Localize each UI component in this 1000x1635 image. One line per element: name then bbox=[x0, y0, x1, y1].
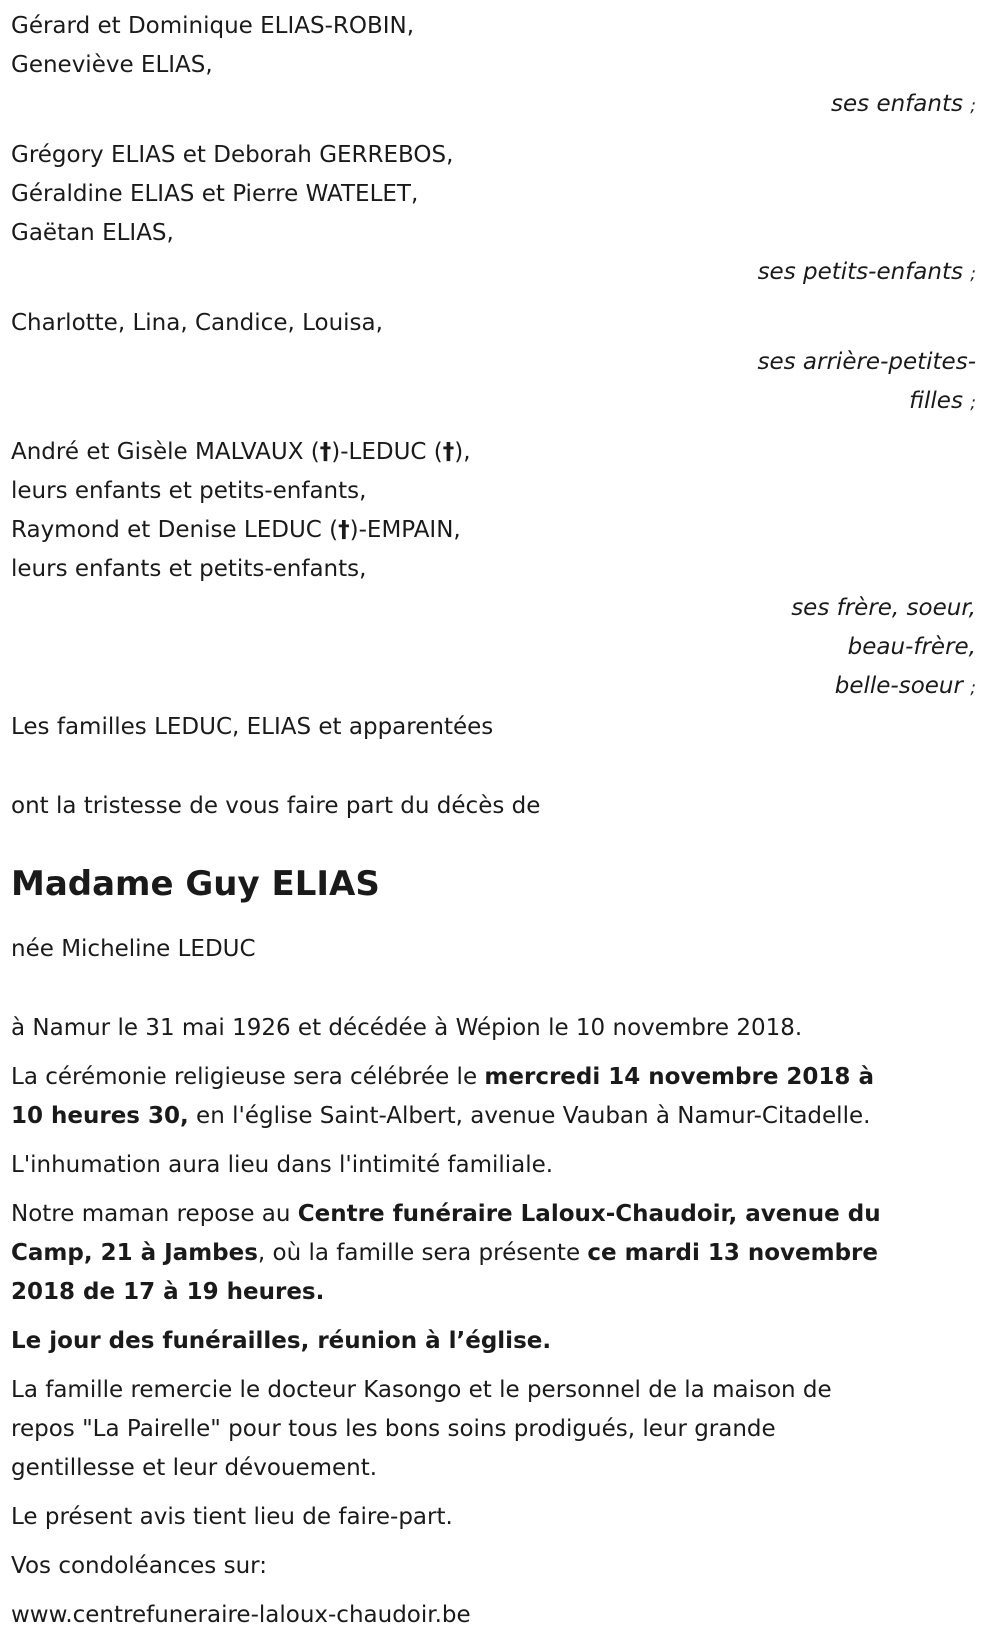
cross-icon: † bbox=[319, 439, 332, 465]
ceremony-paragraph: La cérémonie religieuse sera célébrée le mercredi 14 novembre 2018 à 10 heures 30, en l'église Saint-Albert, avenue Vauban à Namur-Citadelle. bbox=[11, 1064, 874, 1129]
relation-label: beau-frère, bbox=[847, 634, 976, 660]
announcement-line: ont la tristesse de vous faire part du décès de bbox=[11, 793, 541, 819]
notice-line: Le présent avis tient lieu de faire-part. bbox=[11, 1504, 453, 1530]
family-group-siblings bbox=[11, 433, 976, 708]
family-name-line: Geneviève ELIAS, bbox=[11, 52, 213, 78]
visitation-time: 2018 de 17 à 19 heures. bbox=[11, 1279, 325, 1305]
funeral-center-address: Camp, 21 à Jambes bbox=[11, 1240, 258, 1266]
cross-icon: † bbox=[338, 517, 350, 543]
relation-label: ses enfants ; bbox=[831, 91, 976, 117]
rest-paragraph: Notre maman repose au Centre funéraire Laloux-Chaudoir, avenue du Camp, 21 à Jambes, où la famille sera présente ce mardi 13 novembre 2018 de 17 à 19 heures. bbox=[11, 1195, 976, 1312]
relation-label: ses arrière-petites- bbox=[757, 349, 976, 375]
family-name-line: Raymond et Denise LEDUC (†)-EMPAIN, bbox=[11, 517, 461, 543]
website-link[interactable]: www.centrefuneraire-laloux-chaudoir.be bbox=[11, 1602, 471, 1628]
meeting-line: Le jour des funérailles, réunion à l’église. bbox=[11, 1328, 552, 1354]
visitation-date: ce mardi 13 novembre bbox=[587, 1240, 878, 1266]
family-group-great-grandchildren bbox=[11, 304, 976, 423]
ceremony-time: 10 heures 30, bbox=[11, 1103, 189, 1129]
cross-icon: † bbox=[442, 439, 455, 465]
funeral-center: Centre funéraire Laloux-Chaudoir, avenue du bbox=[297, 1201, 881, 1227]
family-name-line: leurs enfants et petits-enfants, bbox=[11, 556, 367, 582]
relation-label: belle-soeur ; bbox=[834, 673, 976, 699]
family-group-grandchildren bbox=[11, 136, 976, 294]
relation-label: ses frère, soeur, bbox=[791, 595, 976, 621]
family-name-line: Grégory ELIAS et Deborah GERREBOS, bbox=[11, 142, 454, 168]
family-name-line: Gérard et Dominique ELIAS-ROBIN, bbox=[11, 13, 415, 39]
family-group-children bbox=[11, 7, 976, 126]
condolences-label: Vos condoléances sur: bbox=[11, 1553, 267, 1579]
burial-line: L'inhumation aura lieu dans l'intimité familiale. bbox=[11, 1152, 554, 1178]
relation-label: ses petits-enfants ; bbox=[757, 259, 976, 285]
family-name-line: leurs enfants et petits-enfants, bbox=[11, 478, 367, 504]
birth-death-line: à Namur le 31 mai 1926 et décédée à Wépion le 10 novembre 2018. bbox=[11, 1015, 803, 1041]
relation-label: filles ; bbox=[909, 388, 976, 414]
family-name-line: Gaëtan ELIAS, bbox=[11, 220, 174, 246]
thanks-paragraph: La famille remercie le docteur Kasongo et le personnel de la maison de repos "La Pairelle" pour tous les bons soins prodigués, leur grande gentillesse et leur dévouement. bbox=[11, 1377, 832, 1481]
family-name-line: Géraldine ELIAS et Pierre WATELET, bbox=[11, 181, 419, 207]
ceremony-datetime: mercredi 14 novembre 2018 à bbox=[484, 1064, 874, 1090]
deceased-name: Madame Guy ELIAS bbox=[11, 864, 380, 904]
family-name-line: Charlotte, Lina, Candice, Louisa, bbox=[11, 310, 383, 336]
maiden-name: née Micheline LEDUC bbox=[11, 936, 256, 962]
families-line: Les familles LEDUC, ELIAS et apparentées bbox=[11, 714, 494, 740]
family-name-line: André et Gisèle MALVAUX (†)-LEDUC (†), bbox=[11, 439, 471, 465]
